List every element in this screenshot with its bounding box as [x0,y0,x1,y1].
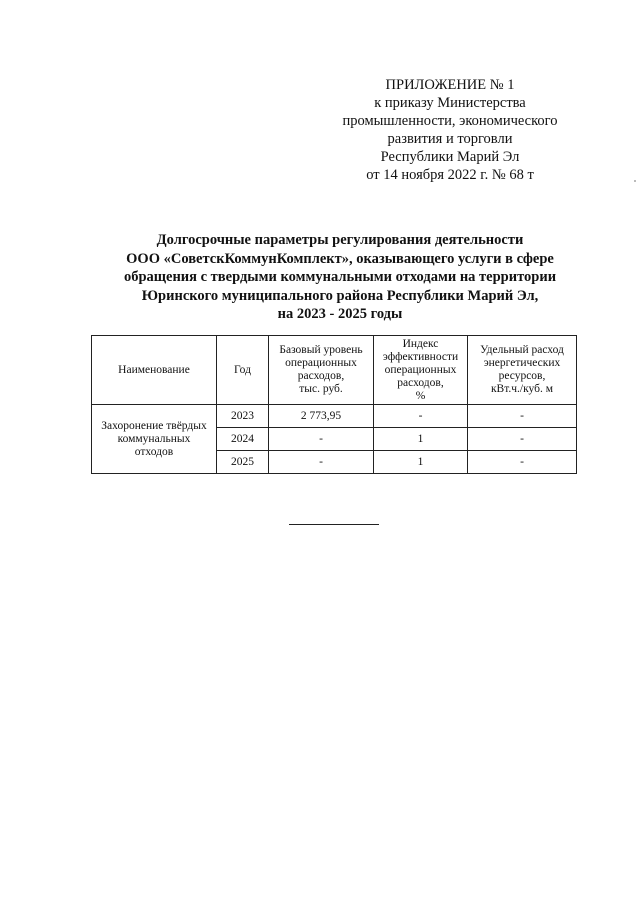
base-level-cell: - [269,428,374,451]
title-line: Юринского муниципального района Республики Марий Эл, [141,287,539,304]
header-energy-line: Удельный расход [480,344,564,356]
header-energy-line: кВт.ч./куб. м [490,383,554,395]
header-index-line: Индекс [402,337,439,350]
table-header-row [92,336,577,405]
base-level-cell: - [269,451,374,474]
closing-separator-line [289,524,379,525]
appendix-line: к приказу Министерства [374,95,526,111]
title-line: на 2023 - 2025 годы [277,306,403,323]
base-level-cell: 2 773,95 [269,405,374,428]
header-energy-consumption [468,336,577,405]
header-index-line: эффективности [382,350,459,363]
appendix-line: ПРИЛОЖЕНИЕ № 1 [385,77,515,93]
header-index-line: % [415,389,426,402]
year-cell: 2024 [217,428,269,451]
service-name-line: Захоронение твёрдых [101,419,207,432]
year-cell: 2025 [217,451,269,474]
header-year: Год [217,336,269,405]
header-base-line: операционных [285,357,357,369]
energy-consumption-cell: - [468,451,577,474]
title-line: обращения с твердыми коммунальными отходами на территории [123,269,557,286]
service-name-cell [92,405,217,474]
efficiency-index-cell: - [374,405,468,428]
header-index-line: операционных [384,363,457,376]
table-row [92,405,577,428]
title-line: ООО «СоветскКоммунКомплект», оказывающего услуги в сфере [126,250,554,267]
efficiency-index-cell: 1 [374,428,468,451]
appendix-line: от 14 ноября 2022 г. № 68 т [366,167,534,183]
service-name-line: коммунальных [117,432,191,445]
header-name: Наименование [92,336,217,405]
header-energy-line: ресурсов, [498,370,546,382]
document-title [90,231,590,324]
energy-consumption-cell: - [468,405,577,428]
energy-consumption-cell: - [468,428,577,451]
parameters-table [91,335,577,474]
efficiency-index-cell: 1 [374,451,468,474]
appendix-header [330,76,570,184]
title-line: Долгосрочные параметры регулирования деятельности [156,232,524,248]
header-efficiency-index [374,336,468,405]
header-base-line: тыс. руб. [299,383,343,395]
appendix-line: развития и торговли [387,131,513,147]
service-name-line: отходов [134,445,174,458]
header-base-line: Базовый уровень [279,344,363,356]
header-base-level [269,336,374,405]
scan-artifact-dot [634,180,636,182]
header-index-line: расходов, [397,376,444,389]
header-energy-line: энергетических [483,357,561,369]
header-base-line: расходов, [297,370,345,382]
appendix-line: Республики Марий Эл [380,149,520,165]
appendix-line: промышленности, экономического [342,113,558,129]
year-cell: 2023 [217,405,269,428]
